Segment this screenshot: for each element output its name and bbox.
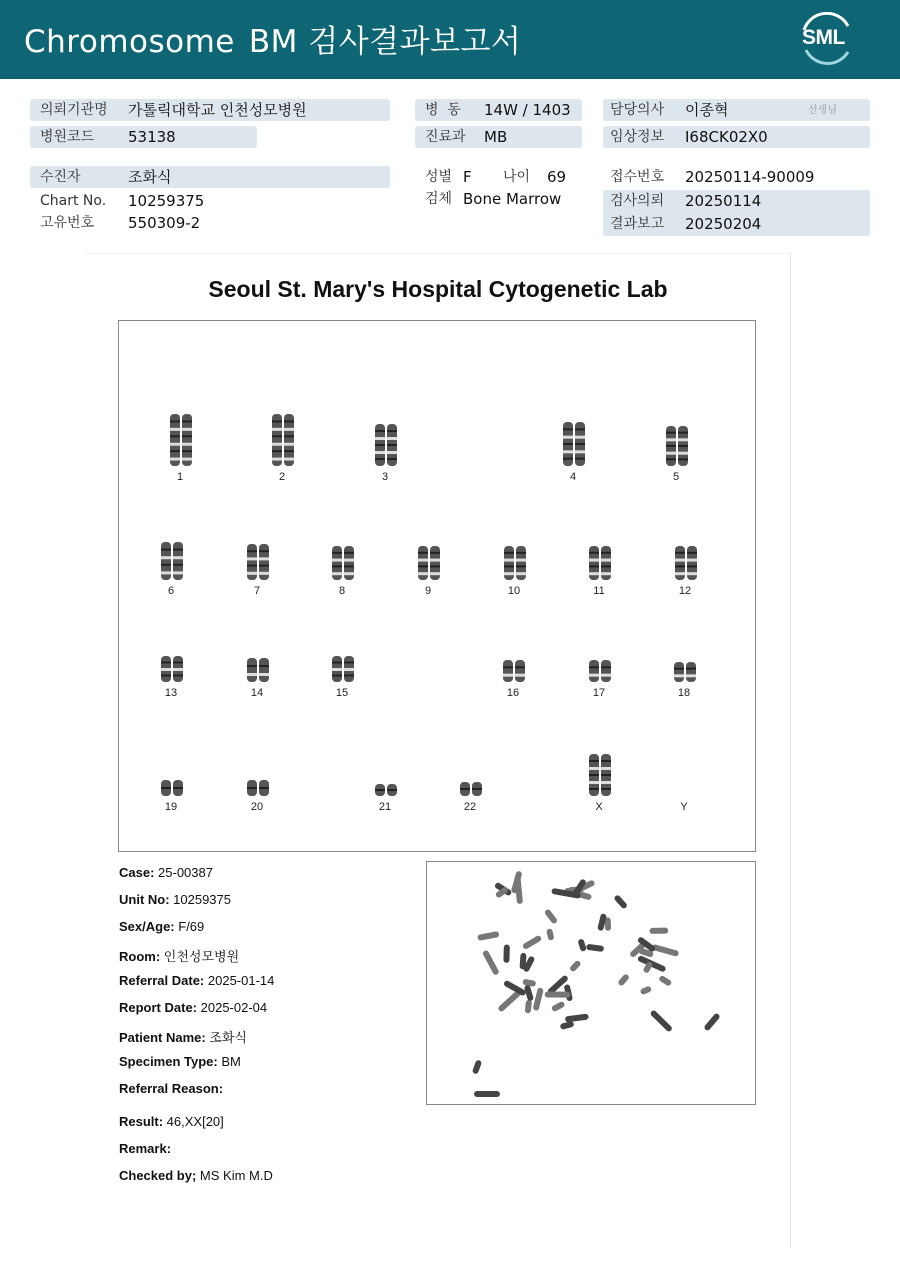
metaphase-spread-image (426, 861, 756, 1105)
metaphase-chromosome (703, 1012, 720, 1031)
metaphase-chromosome (551, 1001, 566, 1013)
chromosome-label-21: 21 (378, 801, 392, 813)
report-field-label: Sex/Age: (119, 919, 175, 934)
receipt-no-field (603, 166, 870, 188)
receipt-no-label: 접수번호 (610, 169, 665, 185)
unique-no-field (30, 212, 390, 234)
report-field-value: 2025-02-04 (197, 1000, 268, 1015)
sex-age-field (415, 166, 590, 188)
report-field-value: 10259375 (169, 892, 231, 907)
metaphase-chromosome (658, 975, 672, 987)
report-field-row (119, 946, 239, 965)
chromosome-label-16: 16 (506, 687, 520, 699)
chromosome-label-18: 18 (677, 687, 691, 699)
metaphase-chromosome (649, 928, 668, 934)
chromosome-pair-21 (375, 784, 397, 796)
chromosome-pair-4 (563, 422, 585, 466)
metaphase-chromosome (472, 1059, 482, 1074)
requesting-org-field (30, 99, 390, 121)
ward-value: 14W / 1403 (484, 101, 571, 119)
test-request-label: 검사의뢰 (610, 193, 665, 209)
report-title-main: Chromosome (24, 24, 235, 60)
department-value: MB (484, 128, 508, 146)
report-field-label: Referral Reason: (119, 1081, 224, 1096)
report-field-label: Checked by; (119, 1168, 197, 1183)
hospital-code-value: 53138 (128, 128, 176, 146)
chromosome-label-8: 8 (338, 585, 346, 597)
report-field-row (119, 892, 231, 907)
metaphase-chromosome (617, 973, 630, 987)
requesting-org-label: 의뢰기관명 (40, 102, 108, 118)
report-field-value: 2025-01-14 (204, 973, 275, 988)
result-report-value: 20250204 (685, 215, 762, 233)
chromosome-label-10: 10 (507, 585, 521, 597)
chromosome-pair-10 (504, 546, 526, 580)
report-field-value: 46,XX[20] (163, 1114, 224, 1129)
chart-no-field (30, 190, 390, 212)
report-field-row (119, 973, 274, 988)
specimen-field (415, 188, 590, 210)
sml-logo-text: SML (802, 26, 845, 49)
chromosome-pair-7 (247, 544, 269, 580)
chromosome-pair-3 (375, 424, 397, 466)
metaphase-chromosome (649, 1009, 673, 1032)
chromosome-pair-6 (161, 542, 183, 580)
patient-label: 수진자 (40, 169, 81, 185)
chromosome-label-X: X (595, 801, 603, 813)
metaphase-chromosome (519, 953, 526, 970)
report-field-row (119, 1168, 273, 1183)
unique-no-value: 550309-2 (128, 214, 201, 232)
chromosome-label-12: 12 (678, 585, 692, 597)
chromosome-label-6: 6 (167, 585, 175, 597)
metaphase-chromosome (569, 960, 582, 973)
dates-field (603, 190, 870, 236)
report-field-row (119, 919, 204, 934)
requesting-org-value: 가톨릭대학교 인천성모병원 (128, 101, 307, 119)
header-bar (0, 0, 900, 79)
report-field-label: Report Date: (119, 1000, 198, 1015)
report-field-label: Unit No: (119, 892, 170, 907)
chromosome-pair-9 (418, 546, 440, 580)
chromosome-pair-19 (161, 780, 183, 796)
report-field-row (119, 865, 213, 880)
chromosome-pair-11 (589, 546, 611, 580)
report-title-sub: BM 검사결과보고서 (248, 24, 522, 60)
department-label: 진료과 (425, 129, 466, 145)
chromosome-pair-12 (675, 546, 697, 580)
specimen-value: Bone Marrow (463, 190, 562, 208)
chromosome-label-Y: Y (680, 801, 688, 813)
chromosome-label-1: 1 (176, 471, 184, 483)
clinical-info-label: 임상정보 (610, 129, 665, 145)
metaphase-chromosome (546, 928, 555, 941)
report-title (24, 16, 521, 61)
report-field-row (119, 1141, 171, 1156)
test-request-value: 20250114 (685, 192, 762, 210)
result-report-label: 결과보고 (610, 216, 665, 232)
patient-field (30, 166, 390, 188)
unique-no-label: 고유번호 (40, 215, 95, 231)
metaphase-chromosome (565, 1013, 589, 1022)
report-field-value: BM (217, 1054, 241, 1069)
chromosome-label-13: 13 (164, 687, 178, 699)
metaphase-chromosome (613, 894, 628, 909)
report-field-label: Case: (119, 865, 155, 880)
report-field-row (119, 1081, 223, 1096)
chromosome-label-22: 22 (463, 801, 477, 813)
chromosome-label-14: 14 (250, 687, 264, 699)
report-field-value: 25-00387 (154, 865, 213, 880)
metaphase-chromosome (477, 931, 499, 941)
metaphase-chromosome (525, 1000, 533, 1014)
metaphase-chromosome (577, 938, 587, 952)
report-field-value: MS Kim M.D (196, 1168, 273, 1183)
metaphase-spread-drawing (427, 862, 755, 1104)
sex-value: F (463, 168, 472, 186)
chromosome-label-3: 3 (381, 471, 389, 483)
metaphase-chromosome (503, 944, 509, 962)
metaphase-chromosome (482, 949, 500, 975)
patient-value: 조화식 (128, 168, 172, 186)
metaphase-chromosome (544, 908, 558, 924)
chromosome-label-11: 11 (593, 585, 605, 597)
chromosome-pair-5 (666, 426, 688, 466)
report-field-label: Referral Date: (119, 973, 205, 988)
report-field-label: Patient Name: (119, 1030, 206, 1045)
hospital-code-label: 병원코드 (40, 129, 95, 145)
chromosome-label-5: 5 (672, 471, 680, 483)
report-field-label: Room: (119, 949, 161, 964)
metaphase-chromosome (545, 991, 571, 997)
report-field-value: F/69 (174, 919, 205, 934)
sml-logo (796, 12, 856, 66)
sex-label: 성별 (425, 169, 453, 185)
metaphase-chromosome (560, 1021, 575, 1030)
metaphase-chromosome (522, 979, 536, 987)
chromosome-label-19: 19 (164, 801, 178, 813)
chromosome-pair-22 (460, 782, 482, 796)
metaphase-chromosome (533, 987, 544, 1011)
report-field-row (119, 1000, 267, 1015)
clinical-info-field (603, 126, 870, 148)
department-field (415, 126, 582, 148)
chromosome-pair-X (589, 754, 611, 796)
doctor-label: 담당의사 (610, 102, 665, 118)
report-field-row (119, 1054, 241, 1069)
ward-field (415, 99, 582, 121)
metaphase-chromosome (522, 935, 542, 950)
metaphase-chromosome (640, 985, 653, 995)
doctor-value: 이종혁 (685, 101, 729, 119)
report-field-label: Specimen Type: (119, 1054, 218, 1069)
chromosome-pair-2 (272, 414, 294, 466)
ward-label: 병 동 (425, 102, 461, 118)
chromosome-pair-18 (674, 662, 696, 682)
chromosome-pair-17 (589, 660, 611, 682)
specimen-label: 검체 (425, 191, 453, 207)
chromosome-pair-8 (332, 546, 354, 580)
clinical-info-value: I68CK02X0 (685, 128, 768, 146)
chromosome-pair-13 (161, 656, 183, 682)
chromosome-label-20: 20 (250, 801, 264, 813)
report-field-value: 인천성모병원 (160, 949, 240, 964)
report-field-label: Result: (119, 1114, 164, 1129)
chromosome-pair-15 (332, 656, 354, 682)
doctor-field (603, 99, 870, 121)
doctor-suffix: 선생님 (808, 105, 837, 116)
metaphase-chromosome (651, 944, 679, 957)
chromosome-pair-16 (503, 660, 525, 682)
receipt-no-value: 20250114-90009 (685, 168, 815, 186)
chromosome-label-2: 2 (278, 471, 286, 483)
report-field-label: Remark: (119, 1141, 172, 1156)
age-value: 69 (547, 168, 567, 186)
chromosome-label-7: 7 (253, 585, 261, 597)
chromosome-pair-20 (247, 780, 269, 796)
chart-no-value: 10259375 (128, 192, 205, 210)
age-label: 나이 (503, 169, 531, 185)
hospital-code-field (30, 126, 257, 148)
chart-no-label: Chart No. (40, 193, 107, 209)
chromosome-label-15: 15 (335, 687, 349, 699)
chromosome-label-17: 17 (592, 687, 606, 699)
chromosome-pair-1 (170, 414, 192, 466)
metaphase-chromosome (474, 1091, 500, 1097)
lab-title: Seoul St. Mary's Hospital Cytogenetic Lab (208, 276, 668, 302)
report-field-value: 조화식 (205, 1030, 247, 1045)
report-field-row (119, 1027, 247, 1046)
metaphase-chromosome (586, 944, 604, 952)
chromosome-label-9: 9 (424, 585, 432, 597)
report-field-row (119, 1114, 224, 1129)
chromosome-pair-14 (247, 658, 269, 682)
chromosome-label-4: 4 (569, 471, 577, 483)
